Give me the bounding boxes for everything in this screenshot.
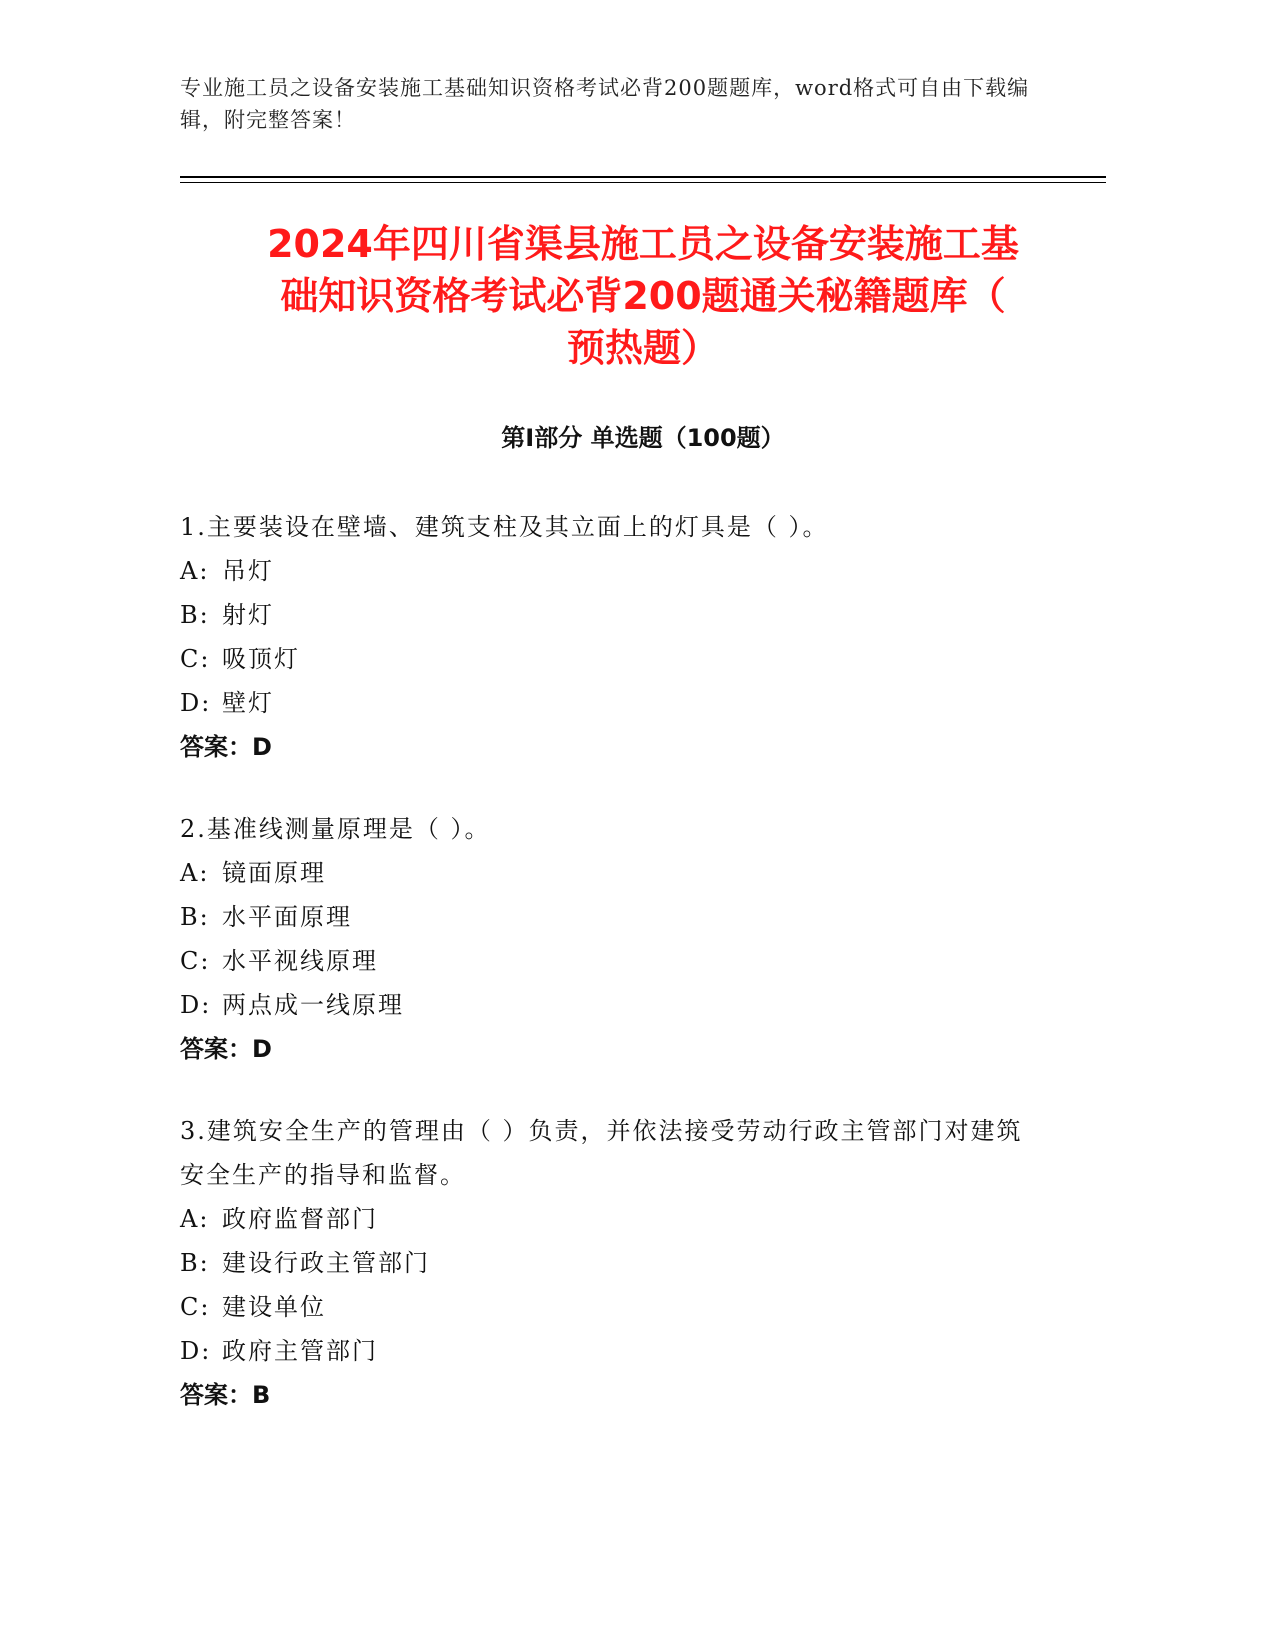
header-divider-thin xyxy=(180,182,1106,183)
option-text: 镜面原理 xyxy=(222,859,326,887)
option-letter: B: xyxy=(180,601,210,629)
option-letter: D: xyxy=(180,1337,212,1365)
option-c xyxy=(180,939,1040,983)
option-text: 壁灯 xyxy=(222,689,274,717)
answer-line: 答案：D xyxy=(180,1035,272,1063)
option-b xyxy=(180,593,1040,637)
option-text: 射灯 xyxy=(222,601,274,629)
option-b xyxy=(180,895,1040,939)
option-letter: C: xyxy=(180,1293,211,1321)
option-letter: A: xyxy=(180,859,210,887)
question-item xyxy=(180,505,1040,769)
option-letter: D: xyxy=(180,991,212,1019)
option-letter: A: xyxy=(180,1205,210,1233)
option-d xyxy=(180,983,1040,1027)
option-c xyxy=(180,1285,1040,1329)
option-d xyxy=(180,1329,1040,1373)
question-stem: 2.基准线测量原理是（ ）。 xyxy=(180,815,491,843)
option-letter: A: xyxy=(180,557,210,585)
question-item xyxy=(180,1109,1040,1417)
option-text: 建设行政主管部门 xyxy=(222,1249,430,1277)
option-text: 水平面原理 xyxy=(222,903,352,931)
page-header-note: 专业施工员之设备安装施工基础知识资格考试必背200题题库，word格式可自由下载编辑，附完整答案！ xyxy=(180,76,1030,132)
title-line: 础知识资格考试必背200题通关秘籍题库（ xyxy=(280,274,1006,318)
option-letter: D: xyxy=(180,689,212,717)
option-a xyxy=(180,1197,1040,1241)
option-text: 水平视线原理 xyxy=(222,947,378,975)
section-heading: 第I部分 单选题（100题） xyxy=(501,424,785,452)
option-letter: C: xyxy=(180,645,211,673)
document-title xyxy=(180,218,1106,374)
option-text: 政府监督部门 xyxy=(222,1205,378,1233)
option-text: 政府主管部门 xyxy=(222,1337,378,1365)
title-line: 预热题） xyxy=(566,326,719,370)
answer-line: 答案：B xyxy=(180,1381,271,1409)
option-d xyxy=(180,681,1040,725)
option-a xyxy=(180,549,1040,593)
question-stem: 1.主要装设在壁墙、建筑支柱及其立面上的灯具是（ ）。 xyxy=(180,513,829,541)
header-divider-thick xyxy=(180,176,1106,178)
option-b xyxy=(180,1241,1040,1285)
question-list xyxy=(180,505,1040,1455)
option-text: 吊灯 xyxy=(222,557,274,585)
option-letter: C: xyxy=(180,947,211,975)
option-c xyxy=(180,637,1040,681)
title-line: 2024年四川省渠县施工员之设备安装施工基 xyxy=(267,222,1019,266)
option-a xyxy=(180,851,1040,895)
option-text: 两点成一线原理 xyxy=(222,991,404,1019)
option-letter: B: xyxy=(180,903,210,931)
option-letter: B: xyxy=(180,1249,210,1277)
question-stem: 3.建筑安全生产的管理由（ ）负责，并依法接受劳动行政主管部门对建筑安全生产的指导和监督。 xyxy=(180,1117,1023,1189)
option-text: 建设单位 xyxy=(222,1293,326,1321)
option-text: 吸顶灯 xyxy=(222,645,300,673)
question-item xyxy=(180,807,1040,1071)
answer-line: 答案：D xyxy=(180,733,272,761)
